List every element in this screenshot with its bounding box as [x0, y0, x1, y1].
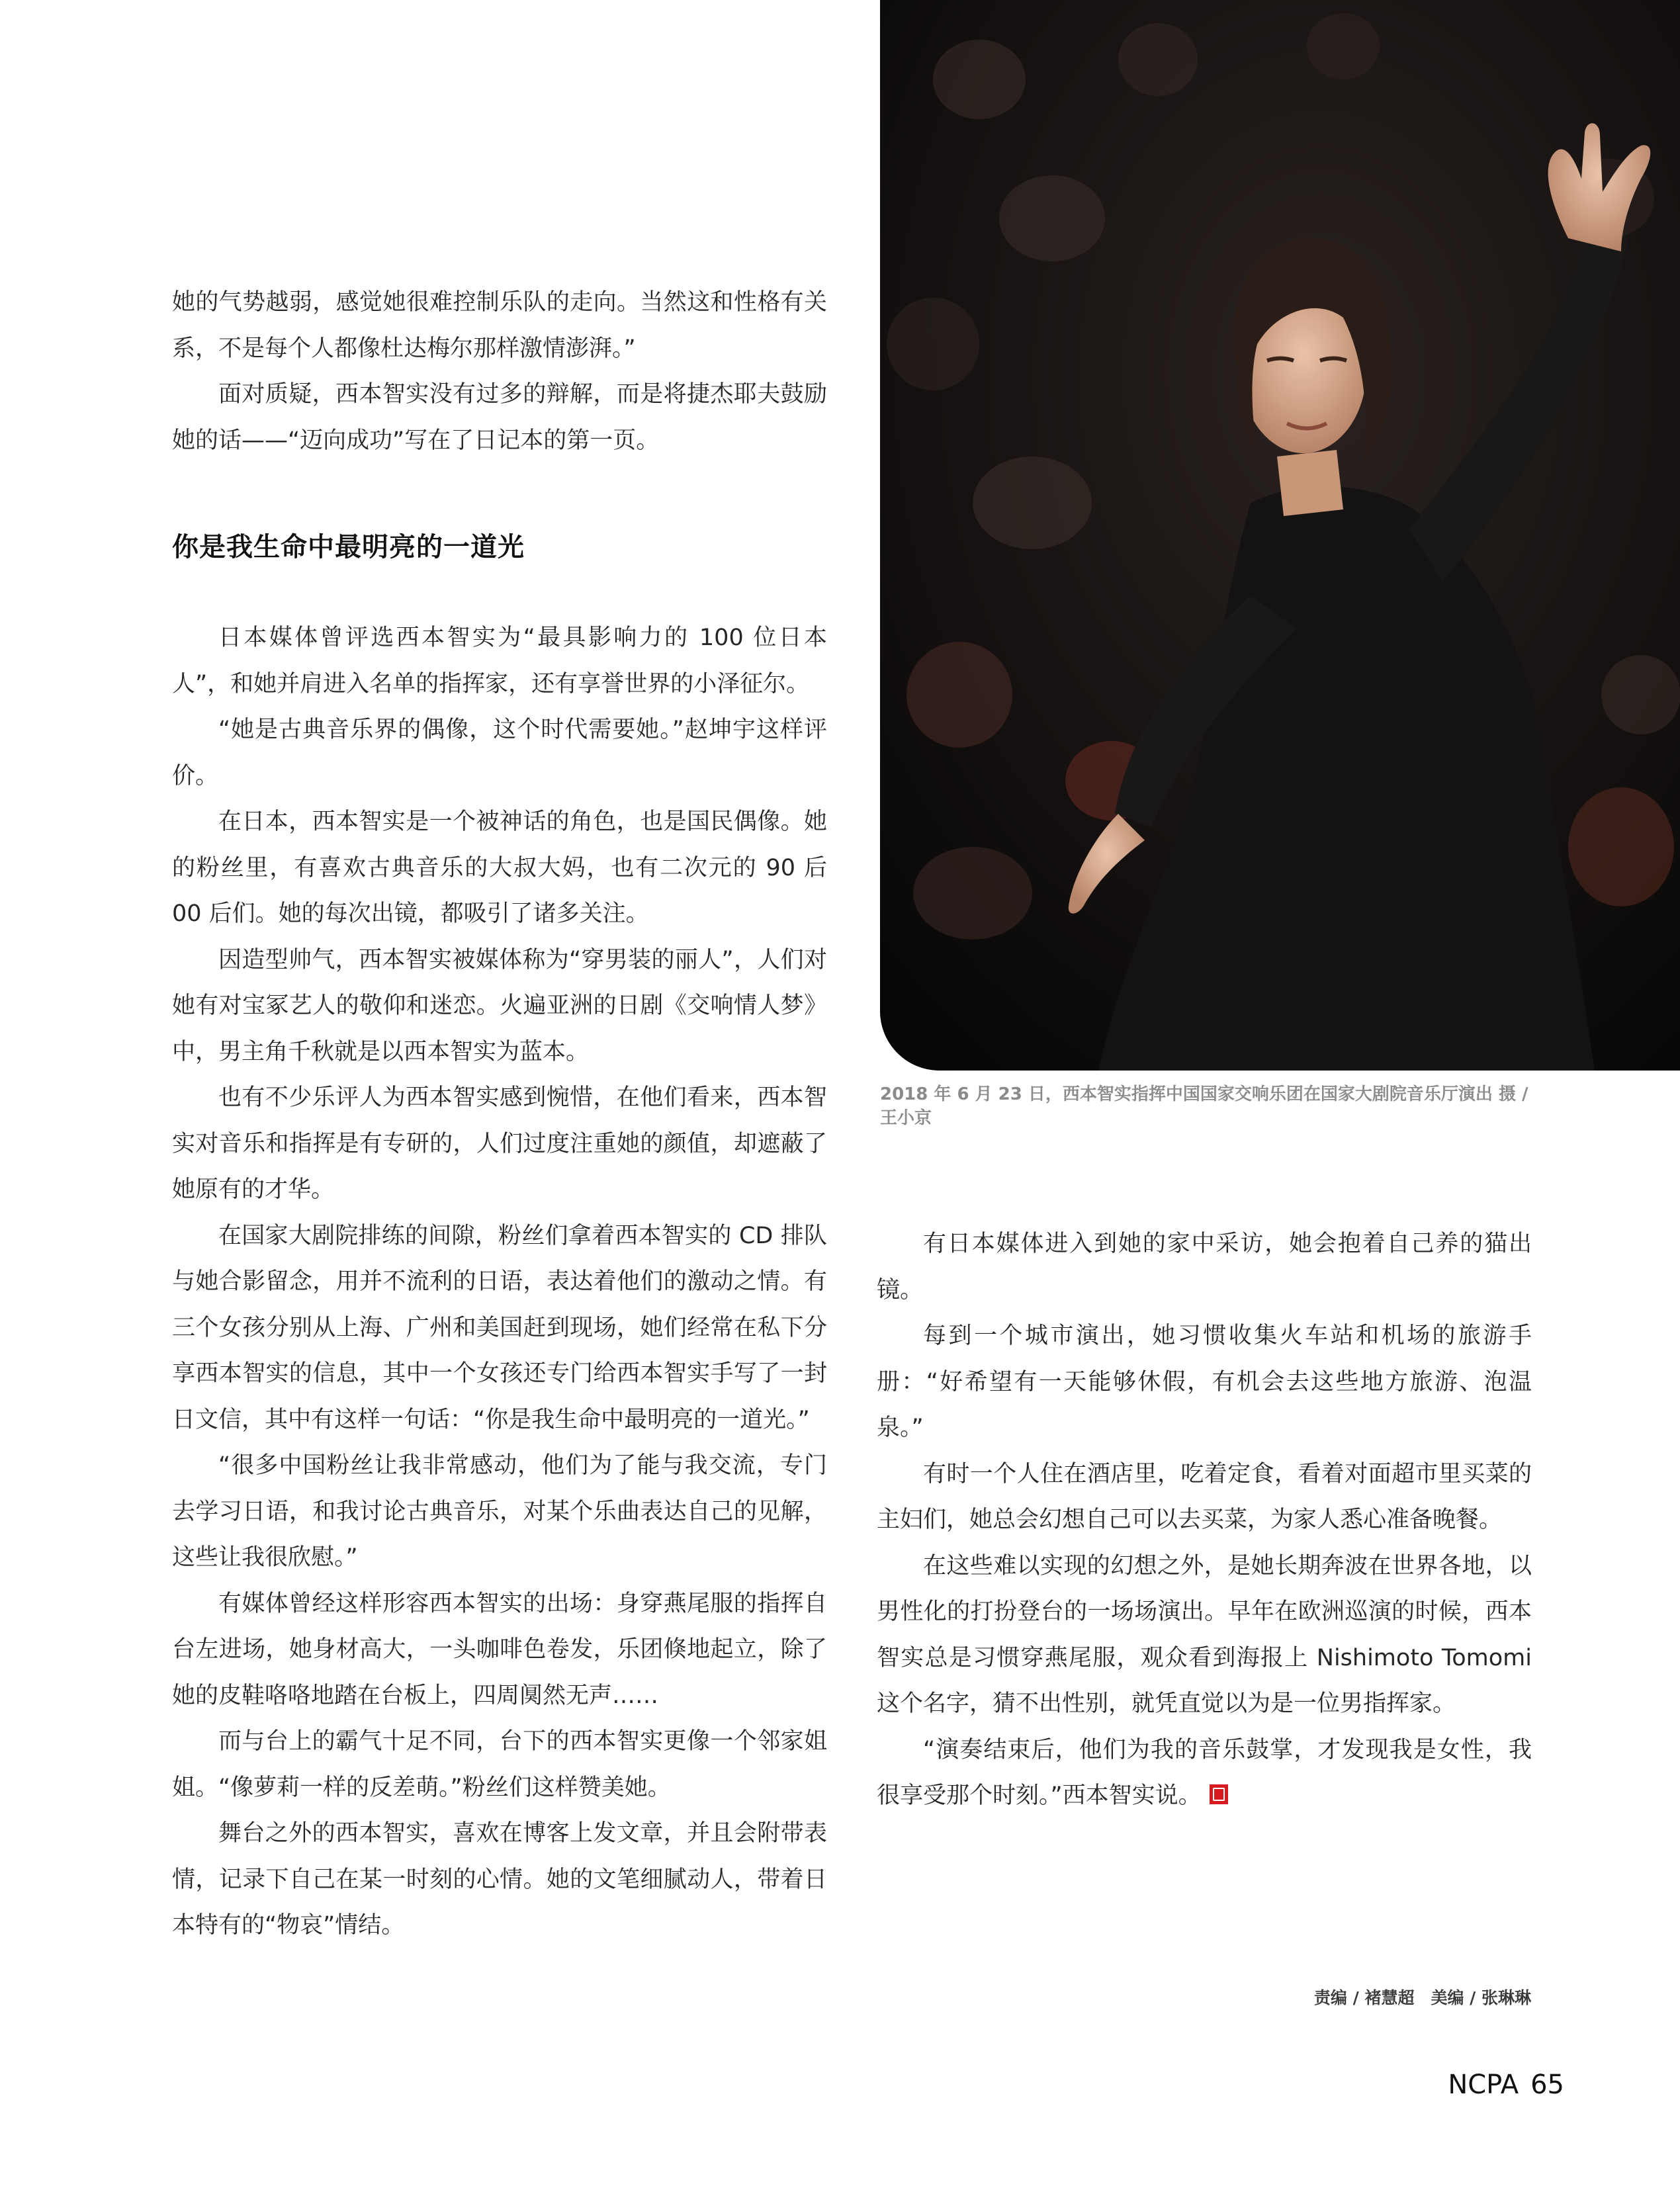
paragraph: 面对质疑，西本智实没有过多的辩解，而是将捷杰耶夫鼓励她的话——“迈向成功”写在了日记本的第一页。 — [172, 381, 827, 454]
paragraph: “她是古典音乐界的偶像，这个时代需要她。”赵坤宇这样评价。 — [172, 717, 827, 789]
left-column-body — [172, 615, 827, 1949]
paragraph: 舞台之外的西本智实，喜欢在博客上发文章，并且会附带表情，记录下自己在某一时刻的心情。她的文笔细腻动人，带着日本特有的“物哀”情结。 — [172, 1820, 827, 1939]
left-column-top — [172, 280, 827, 464]
paragraph: 日本媒体曾评选西本智实为“最具影响力的 100 位日本人”，和她并肩进入名单的指挥家，还有享誉世界的小泽征尔。 — [172, 625, 827, 697]
paragraph-last-text: “演奏结束后，他们为我的音乐鼓掌，才发现我是女性，我很享受那个时刻。”西本智实说。 — [877, 1736, 1532, 1809]
magazine-name: NCPA — [1448, 2070, 1519, 2100]
paragraph: 她的气势越弱，感觉她很难控制乐队的走向。当然这和性格有关系，不是每个人都像杜达梅尔那样激情澎湃。” — [172, 289, 827, 362]
editor-credits: 责编 / 褚慧超 美编 / 张琳琳 — [1313, 1988, 1531, 2007]
paragraph: 有媒体曾经这样形容西本智实的出场：身穿燕尾服的指挥自台左进场，她身材高大，一头咖啡色卷发，乐团倏地起立，除了她的皮鞋咯咯地踏在台板上，四周阒然无声…… — [172, 1590, 827, 1709]
page-footer — [1448, 2070, 1564, 2100]
conductor-photo-illustration — [880, 0, 1680, 1071]
paragraph: 而与台上的霸气十足不同，台下的西本智实更像一个邻家姐姐。“像萝莉一样的反差萌。”粉丝们这样赞美她。 — [172, 1728, 827, 1801]
section-heading: 你是我生命中最明亮的一道光 — [172, 532, 525, 562]
paragraph: 有日本媒体进入到她的家中采访，她会抱着自己养的猫出镜。 — [877, 1231, 1532, 1303]
photo-caption: 2018 年 6 月 23 日，西本智实指挥中国国家交响乐团在国家大剧院音乐厅演出 摄 / 王小京 — [880, 1084, 1528, 1128]
paragraph: “很多中国粉丝让我非常感动，他们为了能与我交流，专门去学习日语，和我讨论古典音乐，对某个乐曲表达自己的见解，这些让我很欣慰。” — [172, 1452, 827, 1571]
paragraph: 有时一个人住在酒店里，吃着定食，看着对面超市里买菜的主妇们，她总会幻想自己可以去买菜，为家人悉心准备晚餐。 — [877, 1460, 1532, 1533]
page-number: 65 — [1530, 2070, 1564, 2100]
paragraph: 也有不少乐评人为西本智实感到惋惜，在他们看来，西本智实对音乐和指挥是有专研的，人们过度注重她的颜值，却遮蔽了她原有的才华。 — [172, 1084, 827, 1203]
paragraph: 因造型帅气，西本智实被媒体称为“穿男装的丽人”，人们对她有对宝冢艺人的敬仰和迷恋。火遍亚洲的日剧《交响情人梦》中，男主角千秋就是以西本智实为蓝本。 — [172, 946, 827, 1065]
paragraph: 在国家大剧院排练的间隙，粉丝们拿着西本智实的 CD 排队与她合影留念，用并不流利的日语，表达着他们的激动之情。有三个女孩分别从上海、广州和美国赶到现场，她们经常在私下分享西本智实的信息，其中一个女孩还专门给西本智实手写了一封日文信，其中有这样一句话：“你是我生命中最明亮的一道光。” — [172, 1222, 827, 1433]
paragraph: 每到一个城市演出，她习惯收集火车站和机场的旅游手册：“好希望有一天能够休假，有机会去这些地方旅游、泡温泉。” — [877, 1323, 1532, 1441]
paragraph: 在日本，西本智实是一个被神话的角色，也是国民偶像。她的粉丝里，有喜欢古典音乐的大叔大妈，也有二次元的 90 后 00 后们。她的每次出镜，都吸引了诸多关注。 — [172, 809, 827, 927]
right-column-body — [877, 1221, 1532, 1819]
conductor-photo — [880, 0, 1680, 1071]
paragraph: 在这些难以实现的幻想之外，是她长期奔波在世界各地，以男性化的打扮登台的一场场演出。早年在欧洲巡演的时候，西本智实总是习惯穿燕尾服，观众看到海报上 Nishimoto Tomomi 这个名字，猜不出性别，就凭直觉以为是一位男指挥家。 — [877, 1552, 1532, 1717]
ncpa-end-stamp-icon — [1210, 1784, 1228, 1804]
paragraph-last — [877, 1728, 1532, 1819]
